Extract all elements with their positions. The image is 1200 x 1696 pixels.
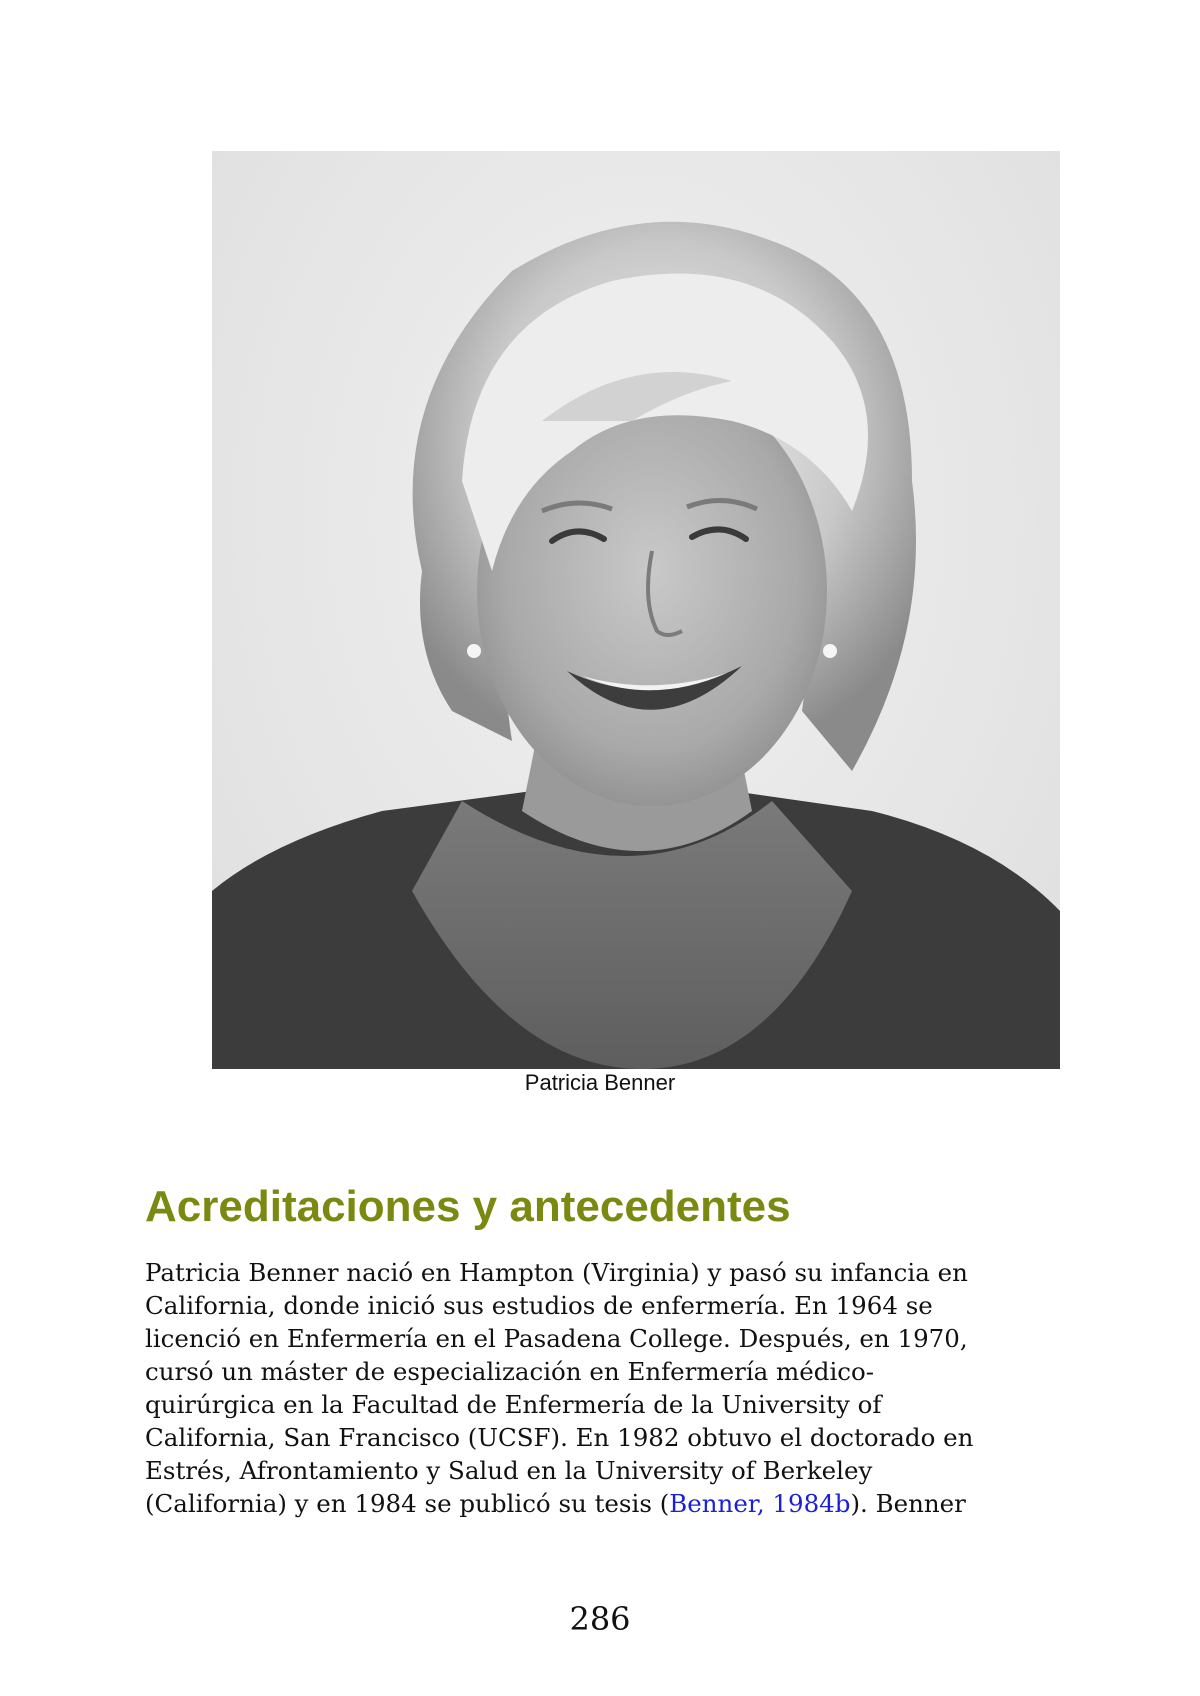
citation-link[interactable]: Benner, 1984b (669, 1489, 851, 1518)
body-line: licenció en Enfermería en el Pasadena College. Después, en 1970, (145, 1324, 968, 1353)
body-line: Patricia Benner nació en Hampton (Virginia) y pasó su infancia en (145, 1258, 968, 1287)
body-line: cursó un máster de especialización en Enfermería médico- (145, 1357, 875, 1386)
portrait-photo (212, 151, 1060, 1069)
body-line: Estrés, Afrontamiento y Salud en la University of Berkeley (145, 1456, 873, 1485)
body-line: California, San Francisco (UCSF). En 1982 obtuvo el doctorado en (145, 1423, 974, 1452)
body-line: quirúrgica en la Facultad de Enfermería de la University of (145, 1390, 882, 1419)
portrait-illustration (212, 151, 1060, 1069)
body-line: California, donde inició sus estudios de enfermería. En 1964 se (145, 1291, 933, 1320)
section-body (145, 1256, 1075, 1520)
body-line-last-head: (California) y en 1984 se publicó su tesis ( (145, 1489, 670, 1518)
body-line-last (145, 1487, 1075, 1520)
section-heading: Acreditaciones y antecedentes (145, 1182, 791, 1231)
page-number: 286 (569, 1600, 631, 1638)
photo-caption: Patricia Benner (524, 1070, 676, 1095)
body-line-last-tail: ). Benner (850, 1489, 966, 1518)
